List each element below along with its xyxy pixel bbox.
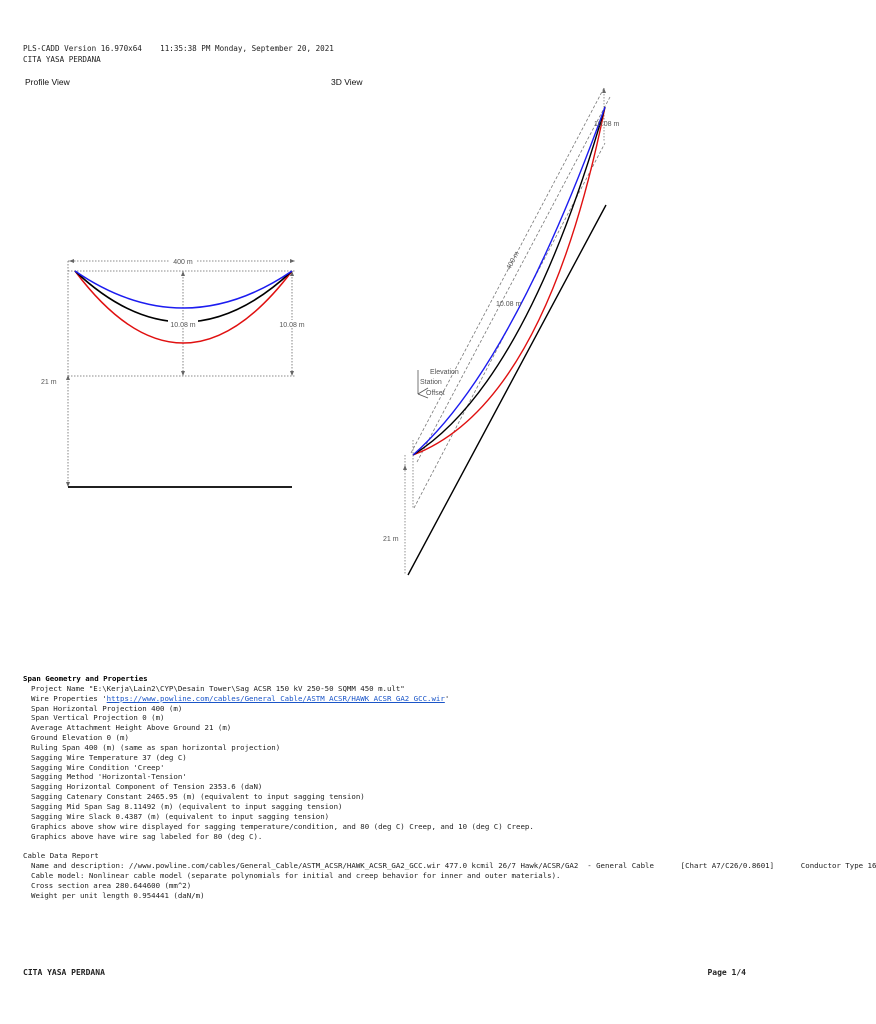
wire-properties-prefix: Wire Properties ': [31, 693, 107, 703]
wire-properties-line: [23, 694, 876, 704]
cable-conductor-type: Conductor Type 16: [800, 861, 876, 871]
header-company-line: CITA YASA PERDANA: [23, 55, 101, 64]
profile-view-title: Profile View: [25, 77, 70, 87]
cable-section-title: Cable Data Report: [23, 851, 99, 861]
3d-height-arrow: [403, 465, 407, 470]
span-line: Sagging Mid Span Sag 8.11492 (m) (equivalent to input sagging tension): [31, 801, 343, 811]
span-line: Graphics above show wire displayed for sagging temperature/condition, and 80 (deg C) Creep, and 10 (deg C) Creep.: [31, 821, 534, 831]
wire-properties-link[interactable]: https://www.powline.com/cables/General_Cable/ASTM_ACSR/HAWK_ACSR_GA2_GCC.wir: [106, 693, 445, 703]
3d-span-label: 400 m: [505, 250, 521, 271]
3d-wire-80c-curve: [413, 107, 605, 455]
cable-line: Weight per unit length 0.954441 (daN/m): [31, 890, 205, 900]
report-body: [23, 674, 876, 900]
span-line: Span Horizontal Projection 400 (m): [31, 703, 183, 713]
upper-dashed-line-1: [411, 88, 604, 453]
header-version-line: PLS-CADD Version 16.970x64 11:35:38 PM Monday, September 20, 2021: [23, 44, 334, 53]
upper-dashed-line-2: [417, 97, 610, 462]
3d-top-sag-label: 10.08 m: [594, 121, 620, 128]
3d-wire-sagging-curve: [413, 107, 605, 455]
span-line: Ground Elevation 0 (m): [31, 733, 129, 743]
span-line: Ruling Span 400 (m) (same as span horizontal projection): [31, 742, 281, 752]
axis-station-label: Station: [420, 379, 442, 386]
cable-line: Cable model: Nonlinear cable model (separate polynomials for initial and creep behavior for inner and outer materials).: [31, 870, 561, 880]
axis-offset-label: Offset: [426, 390, 445, 397]
cable-chart-ref: [Chart A7/C26/0.8601]: [680, 861, 775, 871]
cable-line: Cross section area 280.644600 (mm^2): [31, 880, 192, 890]
axis-elevation-label: Elevation: [430, 369, 459, 376]
span-line: Average Attachment Height Above Ground 21 (m): [31, 723, 232, 733]
span-line: Sagging Wire Temperature 37 (deg C): [31, 752, 187, 762]
span-line: Graphics above have wire sag labeled for 80 (deg C).: [31, 831, 263, 841]
wire-properties-suffix: ': [444, 693, 450, 703]
cable-name-line: [23, 861, 876, 871]
footer-company: CITA YASA PERDANA: [23, 968, 105, 977]
span-line: Sagging Wire Slack 0.4387 (m) (equivalent to input sagging tension): [31, 811, 330, 821]
3d-height-label: 21 m: [383, 536, 399, 543]
3d-wire-10c-curve: [413, 107, 605, 455]
span-label: 400 m: [173, 259, 193, 266]
span-line: Sagging Method 'Horizontal-Tension': [31, 772, 187, 782]
cable-name-text: Name and description: //www.powline.com/cables/General_Cable/ASTM_ACSR/HAWK_ACSR_GA2_GCC.wir 477.0 kcmil 26/7 Hawk/ACSR/GA2 - General Cable: [31, 861, 654, 871]
project-name-line: Project Name "E:\Kerja\Lain2\CYP\Desain Tower\Sag ACSR 150 kV 250-50 SQMM 450 m.ult": [31, 683, 405, 693]
span-line: Sagging Wire Condition 'Creep': [31, 762, 165, 772]
height-label: 21 m: [41, 379, 57, 386]
footer-page-number: Page 1/4: [707, 968, 746, 977]
span-line: Sagging Horizontal Component of Tension 2353.6 (daN): [31, 782, 263, 792]
span-line: Sagging Catenary Constant 2465.95 (m) (equivalent to input sagging tension): [31, 792, 365, 802]
span-line: Span Vertical Projection 0 (m): [31, 713, 165, 723]
3d-view-title: 3D View: [331, 77, 363, 87]
span-section-title: Span Geometry and Properties: [23, 674, 148, 683]
3d-sag-label: 10.08 m: [496, 301, 522, 308]
right-sag-label: 10.08 m: [279, 322, 305, 329]
mid-sag-label: 10.08 m: [170, 322, 196, 329]
